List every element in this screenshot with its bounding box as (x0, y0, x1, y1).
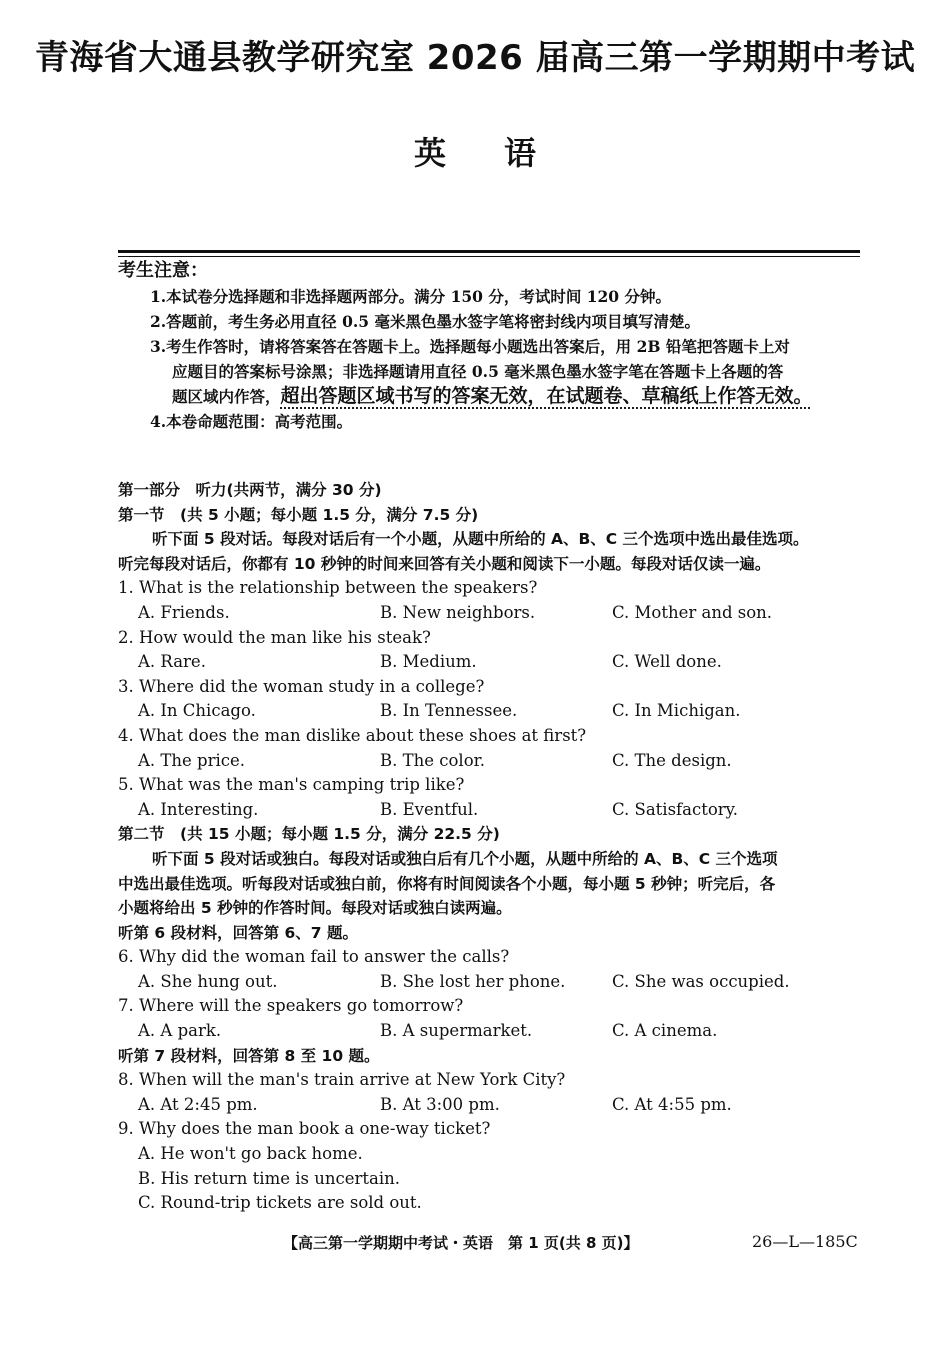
section2-instruction-3: 小题将给出 5 秒钟的作答时间。每段对话或独白读两遍。 (118, 899, 512, 918)
option-c: C. Round-trip tickets are sold out. (138, 1193, 422, 1213)
notice-item-3-line2: 应题目的答案标号涂黑；非选择题请用直径 0.5 毫米黑色墨水签字笔在答题卡上各题的答 (172, 362, 784, 381)
notice-title: 考生注意： (118, 260, 208, 281)
options-1 (118, 601, 866, 626)
section1-instruction-2: 听完每段对话后，你都有 10 秒钟的时间来回答有关小题和阅读下一小题。每段对话仅读一遍。 (118, 554, 771, 573)
notice-item-2: 2.答题前，考生务必用直径 0.5 毫米黑色墨水签字笔将密封线内项目填写清楚。 (150, 312, 700, 331)
option-a: A. At 2:45 pm. (138, 1094, 258, 1114)
notice-emphasis: 超出答题区域书写的答案无效，在试题卷、草稿纸上作答无效。 (280, 385, 813, 407)
option-a: A. Friends. (138, 602, 230, 622)
option-a: A. She hung out. (138, 971, 278, 991)
option-b: B. Eventful. (380, 799, 479, 819)
candidate-notice (118, 258, 863, 434)
option-c: C. Well done. (612, 652, 722, 672)
header-rule-thick (118, 250, 860, 253)
option-c: C. She was occupied. (612, 971, 790, 991)
exam-title: 青海省大通县教学研究室 2026 届高三第一学期期中考试 (34, 38, 916, 78)
question-7: 7. Where will the speakers go tomorrow? (118, 996, 464, 1016)
header-rule-thin (118, 256, 860, 257)
option-b: B. New neighbors. (380, 602, 536, 622)
section1-heading: 第一节 (共 5 小题；每小题 1.5 分，满分 7.5 分) (118, 505, 479, 524)
question-3: 3. Where did the woman study in a college? (118, 676, 485, 696)
options-3 (118, 699, 866, 724)
option-b: B. The color. (380, 750, 485, 770)
notice-item-3-line3: 题区域内作答， (172, 387, 281, 406)
material-7-label: 听第 7 段材料，回答第 8 至 10 题。 (118, 1046, 380, 1065)
option-b: B. His return time is uncertain. (138, 1168, 400, 1188)
option-c: C. A cinema. (612, 1021, 718, 1041)
section2-instruction-2: 中选出最佳选项。听每段对话或独白前，你将有时间阅读各个小题，每小题 5 秒钟；听完后，各 (118, 874, 776, 893)
option-a: A. A park. (138, 1021, 222, 1041)
question-8: 8. When will the man's train arrive at New York City? (118, 1070, 566, 1090)
options-8 (118, 1093, 866, 1118)
section2-heading: 第二节 (共 15 小题；每小题 1.5 分，满分 22.5 分) (118, 825, 500, 844)
notice-item-3-line1: 3.考生作答时，请将答案答在答题卡上。选择题每小题选出答案后，用 2B 铅笔把答题卡上对 (150, 337, 790, 356)
footer-exam-code: 26—L—185C (752, 1232, 858, 1251)
option-c: C. In Michigan. (612, 701, 741, 721)
option-b: B. At 3:00 pm. (380, 1094, 500, 1114)
question-9: 9. Why does the man book a one-way ticket? (118, 1119, 491, 1139)
footer-page-info: 【高三第一学期期中考试・英语 第 1 页(共 8 页)】 (283, 1234, 639, 1252)
option-c: C. Satisfactory. (612, 799, 739, 819)
question-2: 2. How would the man like his steak? (118, 627, 431, 647)
option-a: A. Rare. (138, 652, 206, 672)
option-b: B. She lost her phone. (380, 971, 566, 991)
question-4: 4. What does the man dislike about these shoes at first? (118, 725, 587, 745)
option-a: A. The price. (138, 750, 246, 770)
notice-item-4: 4.本卷命题范围：高考范围。 (150, 412, 353, 431)
listening-section (118, 478, 866, 1216)
options-6 (118, 970, 866, 995)
options-5 (118, 798, 866, 823)
option-c: C. Mother and son. (612, 602, 773, 622)
question-1: 1. What is the relationship between the speakers? (118, 578, 538, 598)
option-c: C. The design. (612, 750, 732, 770)
material-6-label: 听第 6 段材料，回答第 6、7 题。 (118, 923, 358, 942)
options-7 (118, 1019, 866, 1044)
option-a: A. Interesting. (138, 799, 259, 819)
question-6: 6. Why did the woman fail to answer the calls? (118, 947, 510, 967)
option-b: B. Medium. (380, 652, 477, 672)
part1-heading: 第一部分 听力(共两节，满分 30 分) (118, 481, 382, 499)
option-b: B. A supermarket. (380, 1021, 533, 1041)
option-b: B. In Tennessee. (380, 701, 518, 721)
section1-instruction-1: 听下面 5 段对话。每段对话后有一个小题，从题中所给的 A、B、C 三个选项中选出最佳选项。 (152, 530, 809, 549)
option-c: C. At 4:55 pm. (612, 1094, 732, 1114)
options-4 (118, 749, 866, 774)
option-a: A. In Chicago. (138, 701, 256, 721)
question-5: 5. What was the man's camping trip like? (118, 775, 465, 795)
page-footer (0, 1232, 950, 1258)
options-2 (118, 650, 866, 675)
subject-title: 英语 (413, 134, 594, 172)
notice-item-1: 1.本试卷分选择题和非选择题两部分。满分 150 分，考试时间 120 分钟。 (150, 287, 671, 306)
section2-instruction-1: 听下面 5 段对话或独白。每段对话或独白后有几个小题，从题中所给的 A、B、C 三个选项 (152, 849, 778, 868)
option-a: A. He won't go back home. (138, 1144, 363, 1164)
notice-item-3 (118, 334, 863, 409)
